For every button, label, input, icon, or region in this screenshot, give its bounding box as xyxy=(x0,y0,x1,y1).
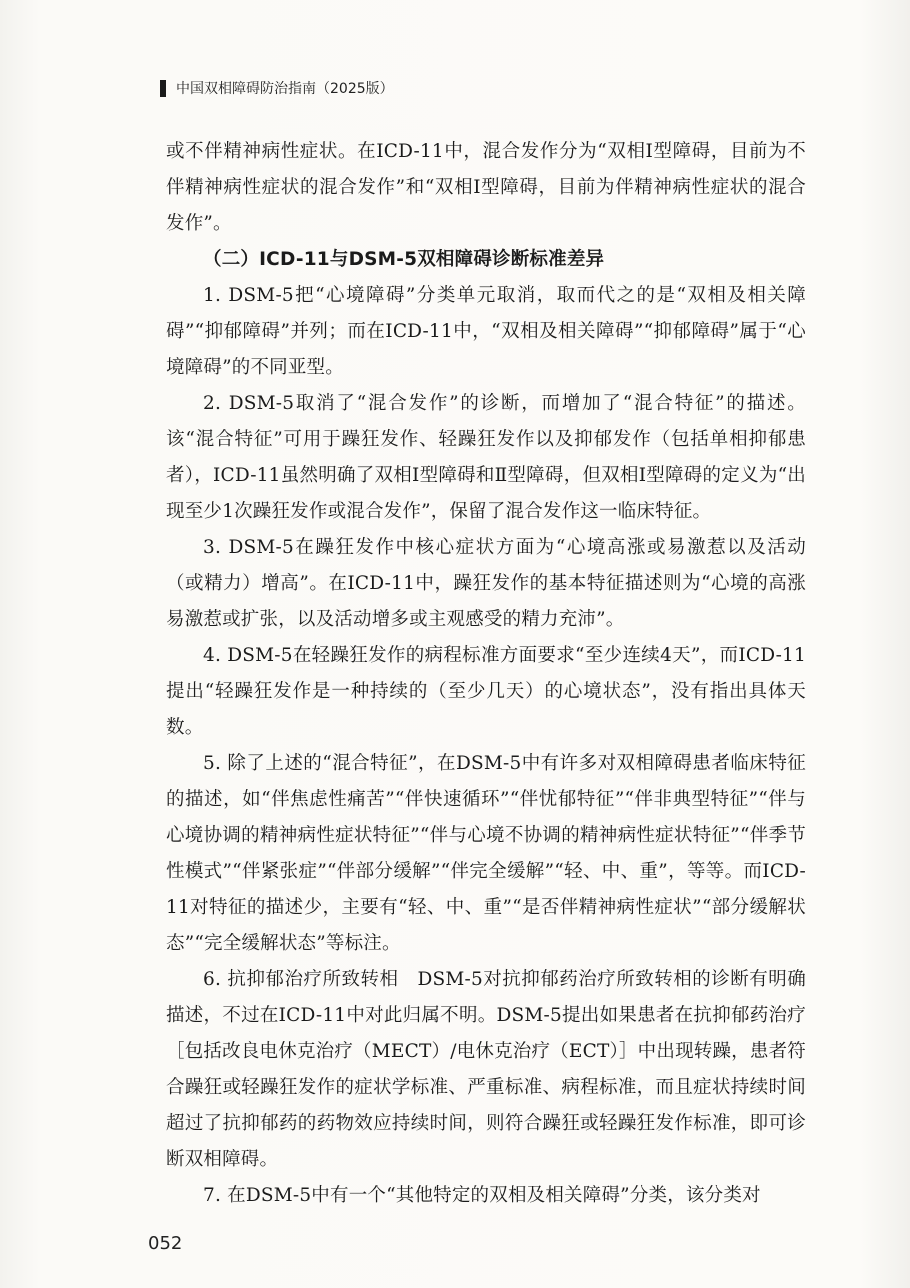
paragraph-continued: 或不伴精神病性症状。在ICD-11中，混合发作分为“双相Ⅰ型障碍，目前为不伴精神病性症状的混合发作”和“双相Ⅰ型障碍，目前为伴精神病性症状的混合发作”。 xyxy=(166,141,806,234)
paragraph-6: 6. 抗抑郁治疗所致转相 DSM-5对抗抑郁药治疗所致转相的诊断有明确描述，不过在ICD-11中对此归属不明。DSM-5提出如果患者在抗抑郁药治疗［包括改良电休克治疗（MECT）/电休克治疗（ECT）］中出现转躁，患者符合躁狂或轻躁狂发作的症状学标准、严重标准、病程标准，而且症状持续时间超过了抗抑郁药的药物效应持续时间，则符合躁狂或轻躁狂发作标准，即可诊断双相障碍。 xyxy=(166,969,806,1170)
section-heading: （二）ICD-11与DSM-5双相障碍诊断标准差异 xyxy=(203,249,605,270)
page-number: 052 xyxy=(148,1233,183,1254)
paragraph-4: 4. DSM-5在轻躁狂发作的病程标准方面要求“至少连续4天”，而ICD-11提出“轻躁狂发作是一种持续的（至少几天）的心境状态”，没有指出具体天数。 xyxy=(166,645,806,738)
running-head-marker xyxy=(160,80,166,97)
paragraph-3: 3. DSM-5在躁狂发作中核心症状方面为“心境高涨或易激惹以及活动（或精力）增高”。在ICD-11中，躁狂发作的基本特征描述则为“心境的高涨易激惹或扩张，以及活动增多或主观感受的精力充沛”。 xyxy=(166,537,806,630)
paragraph-1: 1. DSM-5把“心境障碍”分类单元取消，取而代之的是“双相及相关障碍”“抑郁障碍”并列；而在ICD-11中，“双相及相关障碍”“抑郁障碍”属于“心境障碍”的不同亚型。 xyxy=(166,285,806,378)
paragraph-2: 2. DSM-5取消了“混合发作”的诊断，而增加了“混合特征”的描述。该“混合特征”可用于躁狂发作、轻躁狂发作以及抑郁发作（包括单相抑郁患者），ICD-11虽然明确了双相Ⅰ型障碍和Ⅱ型障碍，但双相Ⅰ型障碍的定义为“出现至少1次躁狂发作或混合发作”，保留了混合发作这一临床特征。 xyxy=(166,393,806,522)
paragraph-5: 5. 除了上述的“混合特征”，在DSM-5中有许多对双相障碍患者临床特征的描述，如“伴焦虑性痛苦”“伴快速循环”“伴忧郁特征”“伴非典型特征”“伴与心境协调的精神病性症状特征”“伴与心境不协调的精神病性症状特征”“伴季节性模式”“伴紧张症”“伴部分缓解”“伴完全缓解”“轻、中、重”，等等。而ICD-11对特征的描述少，主要有“轻、中、重”“是否伴精神病性症状”“部分缓解状态”“完全缓解状态”等标注。 xyxy=(166,753,806,954)
running-head xyxy=(160,76,394,100)
paragraph-7: 7. 在DSM-5中有一个“其他特定的双相及相关障碍”分类，该分类对 xyxy=(203,1185,761,1206)
running-head-title: 中国双相障碍防治指南（2025版） xyxy=(176,81,394,97)
page-body xyxy=(166,134,806,1214)
